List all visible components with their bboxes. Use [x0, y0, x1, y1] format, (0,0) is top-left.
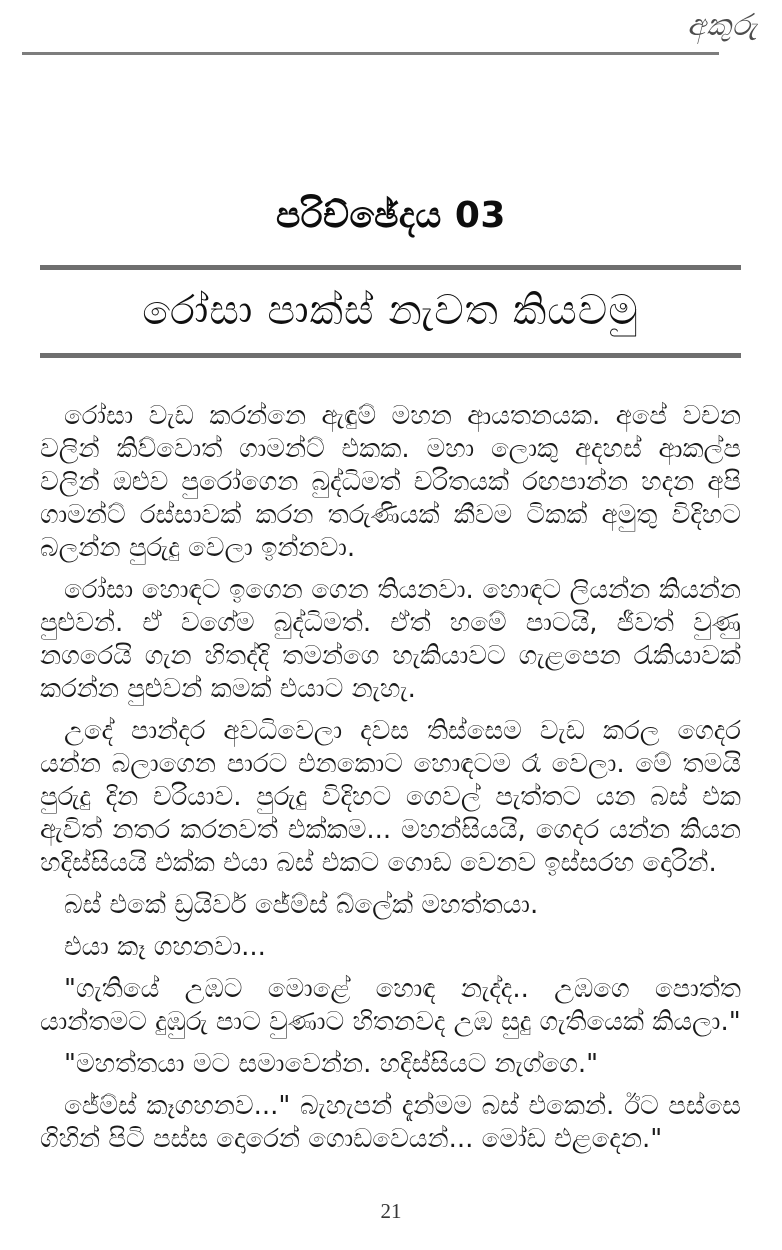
title-rule-bottom — [40, 353, 741, 358]
paragraph-7: "මහත්තයා මට සමාවෙන්න. හදිස්සියට නැග්ගෙ." — [64, 1049, 599, 1079]
paragraph-8: ජේම්ස් කෑගහනව..." බැහැපන් දැන්මම බස් එකෙන්. ඊට පස්සෙ ගිහින් පිටි පස්ස දොරෙන් ගොඩවෙයන්... මෝඩ එළදෙන." — [40, 1091, 741, 1154]
page-number: 21 — [380, 1199, 402, 1223]
paragraph-2: රෝසා හොඳට ඉගෙන ගෙන තියනවා. හොඳට ලියන්න කියන්න පුළුවන්. ඒ වගේම බුද්ධිමත්. ඒත් හමේ පාටයි, ජීවත් වුණු නගරෙයි ගැන හිතද්දි තමන්ගෙ හැකියාවට ගැළපෙන රැකියාවක් කරන්න පුළුවන් කමක් එයාට නැහැ. — [40, 575, 741, 704]
title-block — [40, 265, 741, 358]
paragraph-5: එයා කෑ ගහනවා... — [64, 932, 266, 962]
header-divider-rule — [22, 52, 719, 55]
paragraph-6: "ගැතියේ උඹට මොළේ හොඳ නැද්ද.. උඹගෙ පොත්ත යාන්තමට දුඹුරු පාට වුණාට හිතනවද උඹ සුදු ගැතියෙක් කියලා." — [40, 974, 741, 1037]
paragraph-4: බස් එකේ ඩ්‍රයිවර් ජේම්ස් බ්ලේක් මහත්තයා. — [64, 890, 539, 920]
publisher-logo-text: අකුරු — [687, 8, 758, 43]
chapter-title: රෝසා පාක්ස් නැවත කියවමු — [142, 286, 639, 334]
paragraph-3: උදේ පාන්දර අවධිවෙලා දවස තිස්සෙම වැඩ කරල ගෙදර යන්න බලාගෙන පාරට එනකොට හොඳටම රෑ වෙලා. මේ තමයි පුරුදු දින චරියාව. පුරුදු විදිහට ගෙවල් පැත්තට යන බස් එක ඇවිත් නතර කරනවත් එක්කම... මහන්සියයි, ගෙදර යන්න කියන හදිස්සියයි එක්ක එයා බස් එකට ගොඩ වෙනව ඉස්සරහ දොරින්. — [40, 716, 741, 878]
chapter-heading: පරිච්ඡේදය 03 — [276, 195, 506, 236]
page-header — [0, 0, 782, 57]
body-text — [40, 400, 741, 1156]
paragraph-1: රෝසා වැඩ කරන්නෙ ඇඳුම් මහන ආයතනයක. අපේ වචන වලින් කිව්වොත් ගාමන්ට් එකක. මහා ලොකු අදහස් ආකල්ප වලින් ඔළුව පුරෝගෙන බුද්ධිමත් චරිතයක් රඟපාන්න හදන අපි ගාමන්ට් රස්සාවක් කරන තරුණියක් කීවම ටිකක් අමුතු විදිහට බලන්න පුරුදු වෙලා ඉන්නවා. — [40, 401, 741, 563]
